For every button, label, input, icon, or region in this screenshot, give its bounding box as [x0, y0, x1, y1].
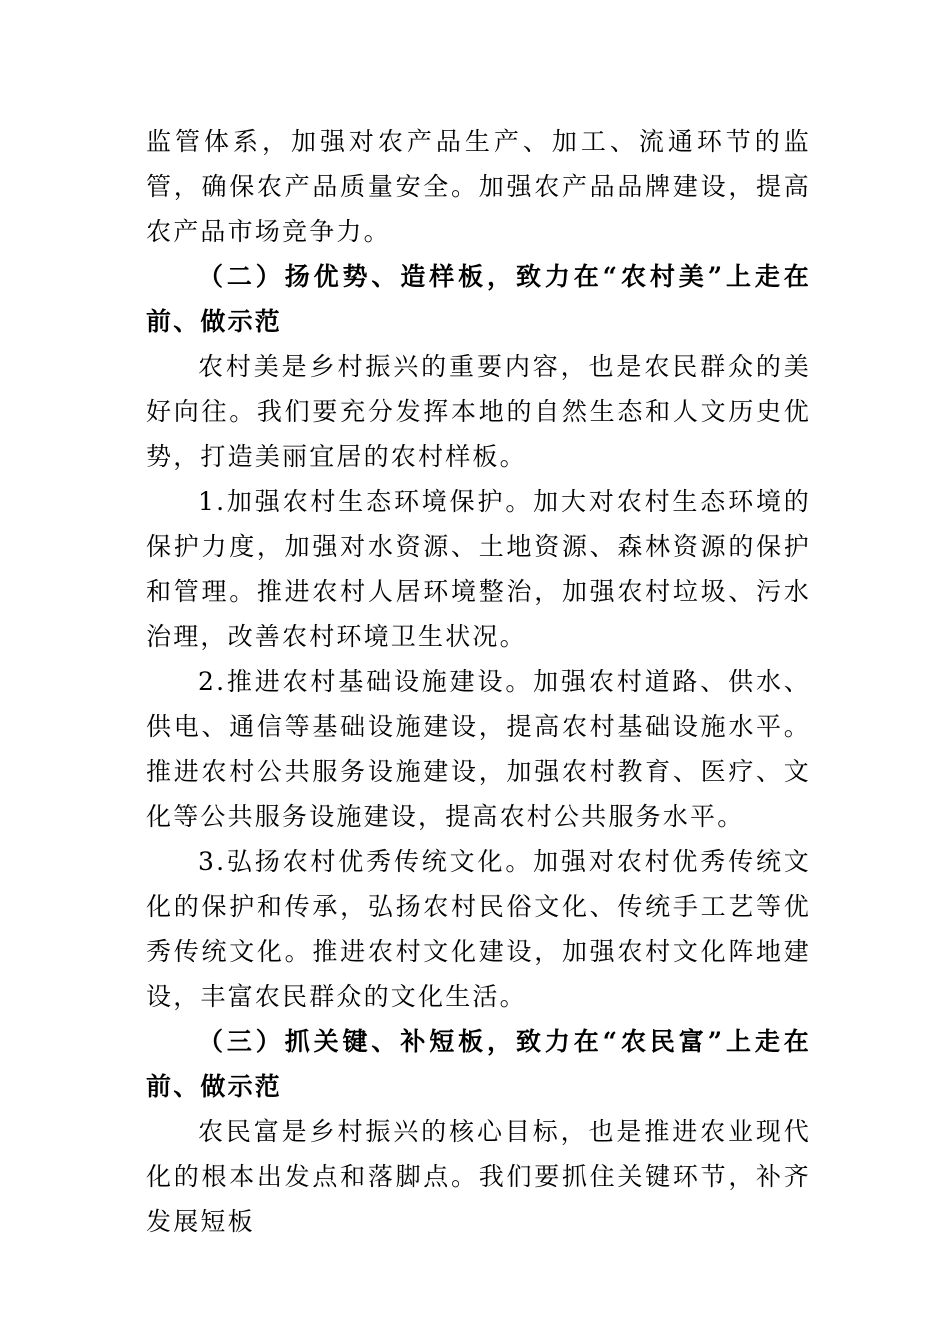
- paragraph-infrastructure: 2.推进农村基础设施建设。加强农村道路、供水、供电、通信等基础设施建设，提高农村基础设施水平。推进农村公共服务设施建设，加强农村教育、医疗、文化等公共服务设施建设，提高农村公共服务水平。: [146, 667, 811, 831]
- document-body: [146, 119, 811, 1244]
- paragraph-ecological-protection: 1.加强农村生态环境保护。加大对农村生态环境的保护力度，加强对水资源、土地资源、森林资源的保护和管理。推进农村人居环境整治，加强农村垃圾、污水治理，改善农村环境卫生状况。: [146, 487, 811, 651]
- paragraph-traditional-culture: 3.弘扬农村优秀传统文化。加强对农村优秀传统文化的保护和传承，弘扬农村民俗文化、传统手工艺等优秀传统文化。推进农村文化建设，加强农村文化阵地建设，丰富农民群众的文化生活。: [146, 847, 811, 1011]
- paragraph-farmers-rich-intro: 农民富是乡村振兴的核心目标，也是推进农业现代化的根本出发点和落脚点。我们要抓住关键环节，补齐发展短板: [146, 1117, 811, 1236]
- paragraph-quality-supervision: 监管体系，加强对农产品生产、加工、流通环节的监管，确保农产品质量安全。加强农产品品牌建设，提高农产品市场竞争力。: [146, 127, 811, 246]
- section-heading-farmers-rich: （三）抓关键、补短板，致力在“农民富”上走在前、做示范: [146, 1027, 811, 1101]
- paragraph-rural-beauty-intro: 农村美是乡村振兴的重要内容，也是农民群众的美好向往。我们要充分发挥本地的自然生态和人文历史优势，打造美丽宜居的农村样板。: [146, 352, 811, 471]
- section-heading-rural-beauty: （二）扬优势、造样板，致力在“农村美”上走在前、做示范: [146, 262, 811, 336]
